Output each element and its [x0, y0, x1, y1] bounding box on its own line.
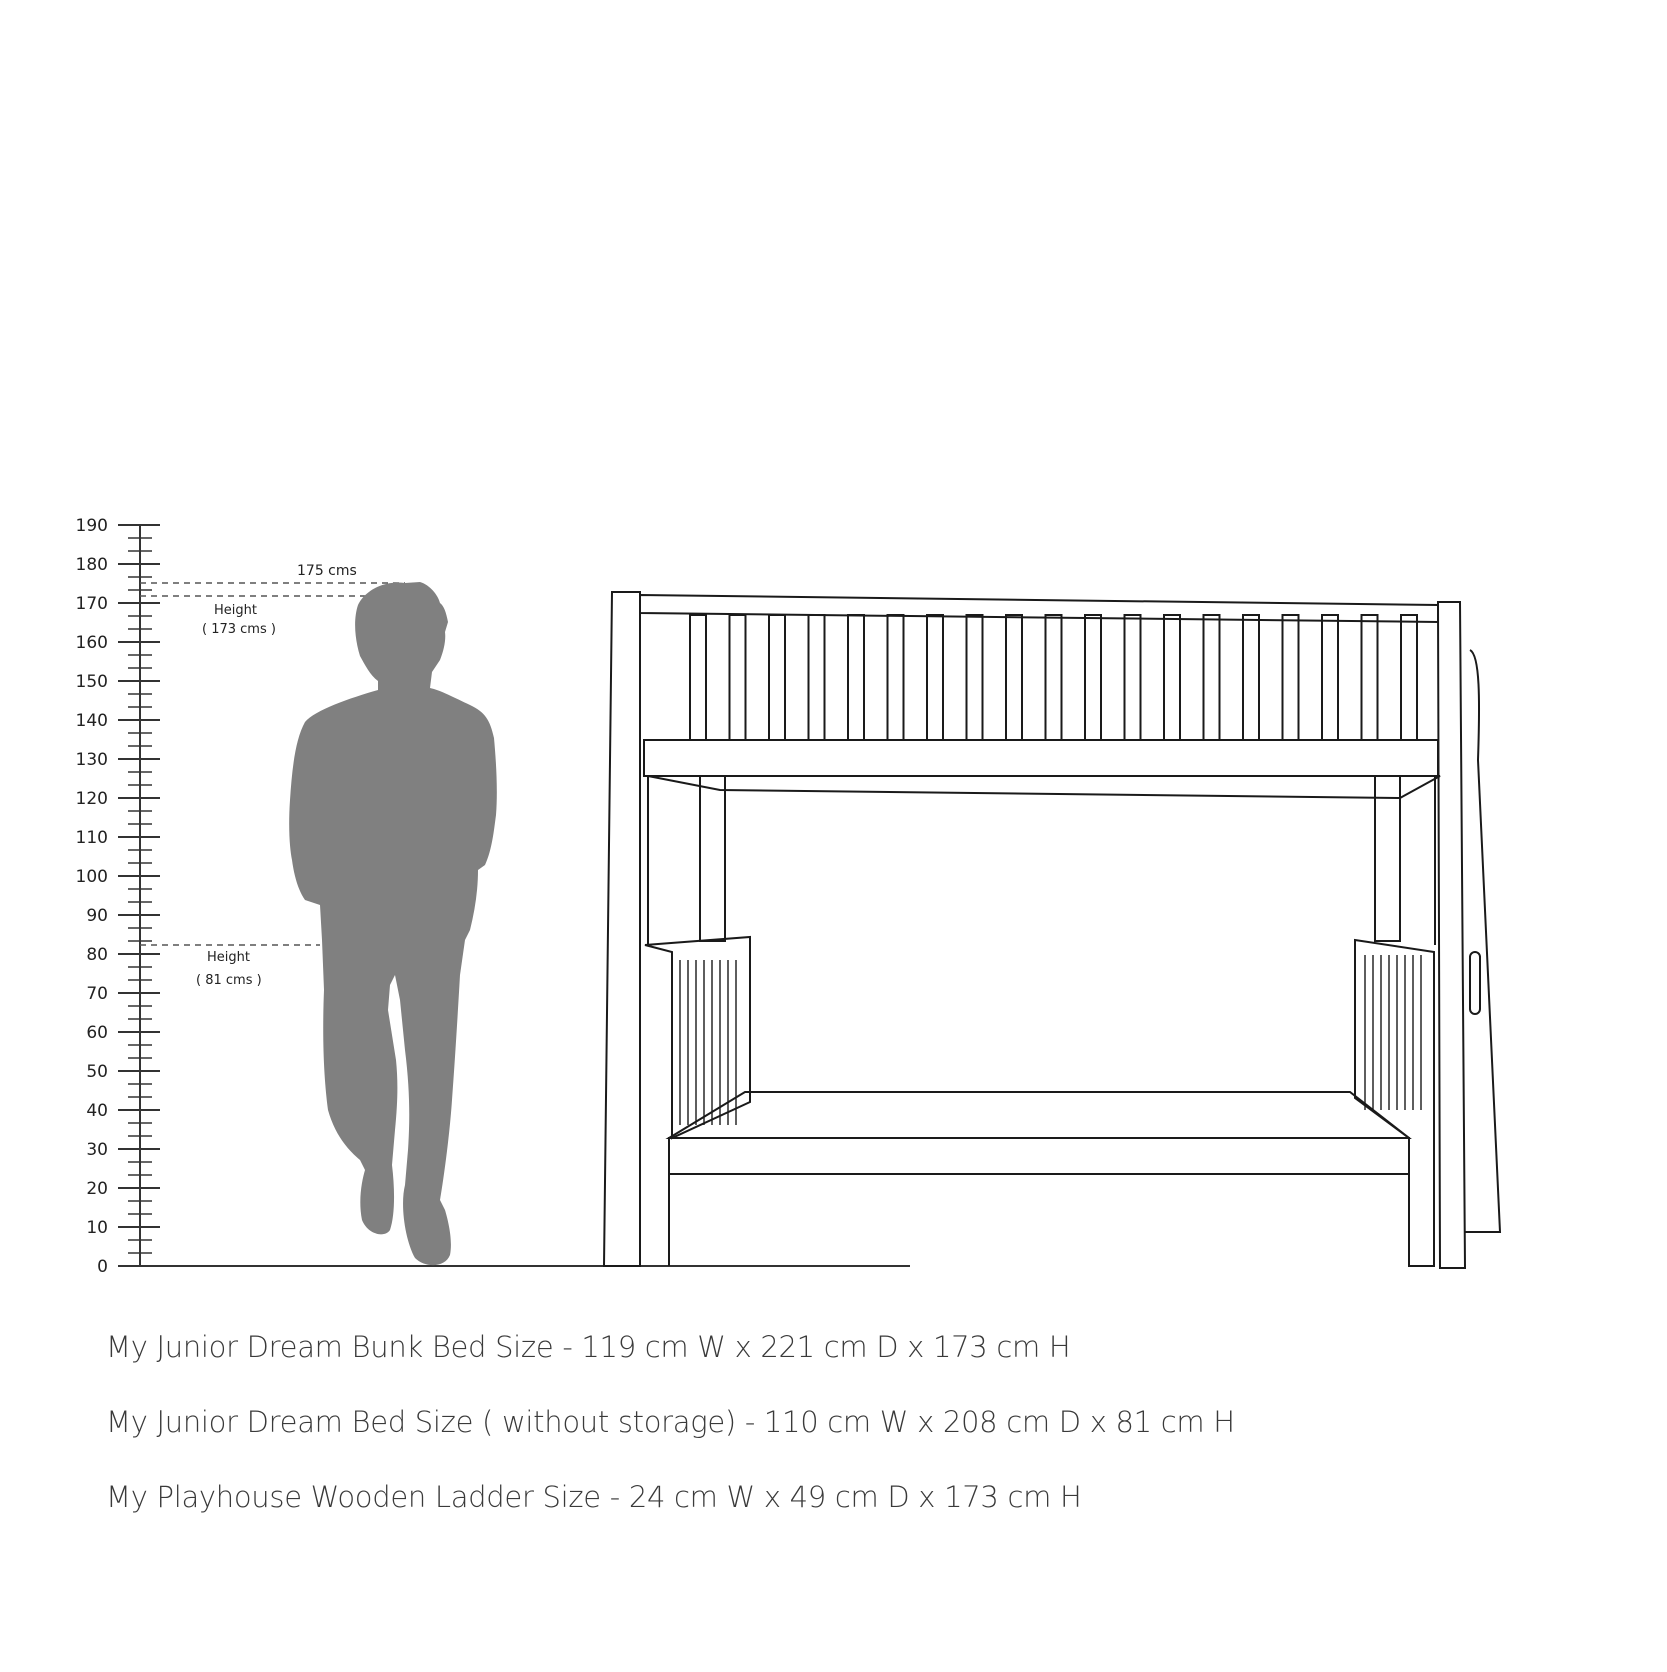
scale-tick-label: 40 — [86, 1101, 108, 1121]
scale-tick-label: 150 — [75, 672, 108, 692]
scale-tick-label: 10 — [86, 1218, 108, 1238]
bunk-height-label: Height — [214, 603, 257, 618]
upper-baluster — [1085, 615, 1101, 740]
upper-baluster — [1164, 615, 1180, 740]
lower-deck-front-board — [669, 1138, 1409, 1174]
scale-tick-label: 20 — [86, 1179, 108, 1199]
height-scale — [76, 516, 160, 1277]
person-height-label: 175 cms — [297, 563, 357, 579]
spec-ladder: My Playhouse Wooden Ladder Size - 24 cm W x 49 cm D x 173 cm H — [106, 1480, 1082, 1514]
scale-tick-label: 50 — [86, 1062, 108, 1082]
scale-tick-label: 110 — [75, 828, 108, 848]
scale-tick-label: 180 — [75, 555, 108, 575]
scale-tick-label: 130 — [75, 750, 108, 770]
bed-right-post — [1438, 602, 1465, 1268]
upper-baluster — [1243, 615, 1259, 740]
scale-tick-label: 30 — [86, 1140, 108, 1160]
upper-baluster — [1401, 615, 1417, 740]
bed-height-value: ( 81 cms ) — [196, 973, 262, 988]
upper-baluster — [927, 615, 943, 740]
person-silhouette — [289, 582, 497, 1265]
upper-baluster — [809, 615, 825, 740]
scale-tick-label: 70 — [86, 984, 108, 1004]
scale-tick-label: 170 — [75, 594, 108, 614]
scale-tick-label: 100 — [75, 867, 108, 887]
ladder-handle — [1470, 952, 1480, 1014]
upper-baluster — [888, 615, 904, 740]
upper-baluster — [1322, 615, 1338, 740]
upper-baluster — [967, 615, 983, 740]
scale-tick-label: 60 — [86, 1023, 108, 1043]
scale-tick-label: 140 — [75, 711, 108, 731]
upper-baluster — [769, 615, 785, 740]
bed-left-post — [604, 592, 640, 1266]
lower-right-end-frame — [1355, 940, 1434, 1266]
scale-tick-label: 90 — [86, 906, 108, 926]
spec-bed: My Junior Dream Bed Size ( without storage) - 110 cm W x 208 cm D x 81 cm H — [106, 1405, 1235, 1439]
upper-deck-underside — [648, 776, 1440, 798]
spec-bunk-bed: My Junior Dream Bunk Bed Size - 119 cm W x 221 cm D x 173 cm H — [106, 1330, 1071, 1364]
upper-baluster — [1125, 615, 1141, 740]
scale-tick-label: 190 — [75, 516, 108, 536]
upper-deck-board — [644, 740, 1438, 776]
lower-bed-balusters — [680, 955, 1421, 1125]
upper-baluster — [1006, 615, 1022, 740]
scale-tick-label: 0 — [97, 1257, 108, 1277]
upper-baluster — [1204, 615, 1220, 740]
upper-baluster — [1283, 615, 1299, 740]
bunk-height-value: ( 173 cms ) — [202, 622, 276, 637]
scale-tick-label: 120 — [75, 789, 108, 809]
back-right-post — [1375, 776, 1400, 941]
bed-top-rail — [640, 595, 1438, 622]
upper-baluster — [690, 615, 706, 740]
lower-left-end-frame — [645, 937, 750, 1138]
bed-height-label: Height — [207, 950, 250, 965]
lower-deck-slats — [669, 1092, 1409, 1138]
upper-baluster — [1046, 615, 1062, 740]
scale-tick-label: 80 — [86, 945, 108, 965]
upper-baluster — [1362, 615, 1378, 740]
upper-balusters — [690, 615, 1417, 740]
scale-tick-label: 160 — [75, 633, 108, 653]
upper-baluster — [730, 615, 746, 740]
upper-baluster — [848, 615, 864, 740]
bunk-bed-drawing — [604, 592, 1500, 1268]
back-left-post — [700, 776, 725, 941]
ladder-side — [1465, 650, 1500, 1232]
